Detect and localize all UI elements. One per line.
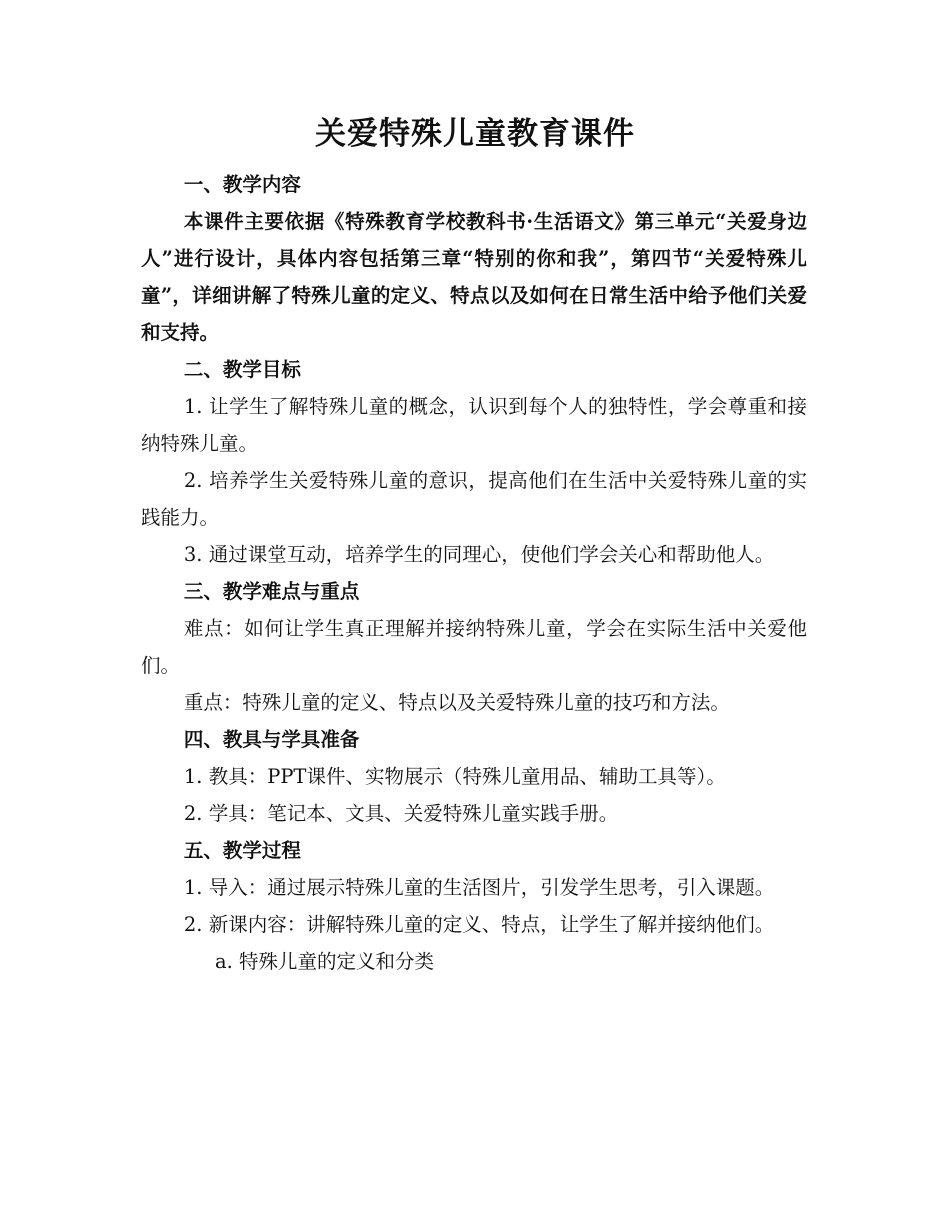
section-heading-process: 五、教学过程: [183, 839, 301, 862]
objective-item-3: 3. 通过课堂互动，培养学生的同理心，使他们学会关心和帮助他人。: [183, 543, 775, 566]
process-item-1: 1. 导入：通过展示特殊儿童的生活图片，引发学生思考，引入课题。: [183, 876, 775, 899]
content-intro-paragraph: 本课件主要依据《特殊教育学校教科书·生活语文》第三单元“关爱身边人”进行设计，具体内容包括第三章“特别的你和我”，第四节“关爱特殊儿童”，详细讲解了特殊儿童的定义、特点以及如何在日常生活中给予他们关爱和支持。: [141, 210, 807, 344]
materials-item-2: 2. 学具：笔记本、文具、关爱特殊儿童实践手册。: [183, 802, 619, 825]
section-heading-objectives: 二、教学目标: [183, 358, 301, 381]
section-heading-materials: 四、教具与学具准备: [183, 728, 360, 751]
document-body: [141, 166, 807, 980]
objective-item-2: 2. 培养学生关爱特殊儿童的意识，提高他们在生活中关爱特殊儿童的实践能力。: [141, 469, 807, 529]
process-item-2: 2. 新课内容：讲解特殊儿童的定义、特点，让学生了解并接纳他们。: [183, 913, 775, 936]
section-heading-content: 一、教学内容: [183, 173, 301, 196]
objective-item-1: 1. 让学生了解特殊儿童的概念，认识到每个人的独特性，学会尊重和接纳特殊儿童。: [141, 395, 807, 455]
document-title: 关爱特殊儿童教育课件: [315, 116, 635, 152]
process-sub-item-a: a. 特殊儿童的定义和分类: [215, 950, 435, 973]
section-heading-difficulty: 三、教学难点与重点: [183, 580, 360, 603]
materials-item-1: 1. 教具：PPT课件、实物展示（特殊儿童用品、辅助工具等）。: [183, 765, 726, 788]
difficulty-paragraph: 难点：如何让学生真正理解并接纳特殊儿童，学会在实际生活中关爱他们。: [141, 617, 807, 677]
key-point-paragraph: 重点：特殊儿童的定义、特点以及关爱特殊儿童的技巧和方法。: [183, 691, 730, 714]
